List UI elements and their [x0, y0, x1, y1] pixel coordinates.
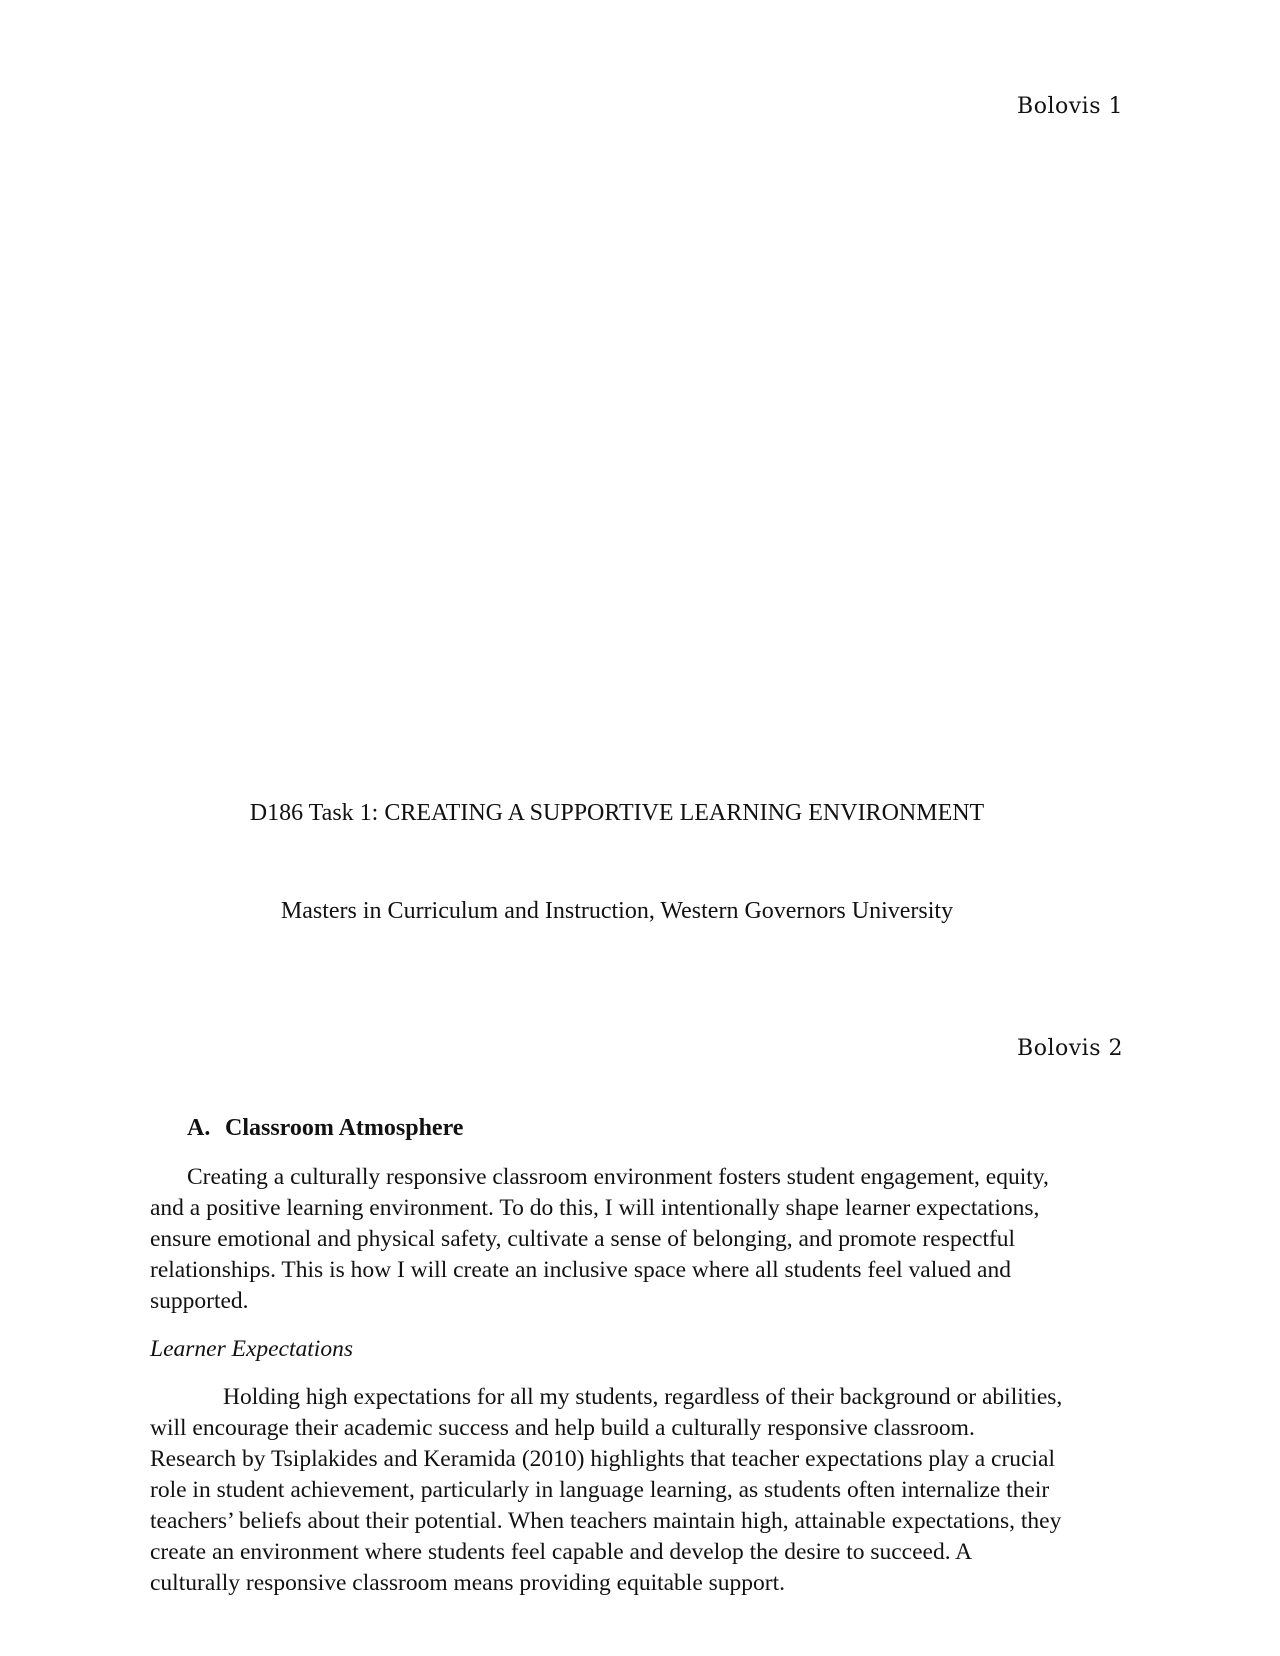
- paragraph-line: teachers’ beliefs about their potential. When teachers maintain high, attainable expectations, they: [150, 1508, 1062, 1534]
- document-subtitle: Masters in Curriculum and Instruction, Western Governors University: [280, 898, 954, 924]
- paragraph-line: Holding high expectations for all my students, regardless of their background or abilities,: [223, 1384, 1063, 1410]
- page-header-1: Bolovis 1: [1017, 94, 1123, 119]
- subheading-learner-expectations: Learner Expectations: [150, 1336, 353, 1362]
- paragraph-line: supported.: [150, 1288, 249, 1314]
- paragraph-line: Research by Tsiplakides and Keramida (2010) highlights that teacher expectations play a crucial: [150, 1446, 1055, 1472]
- paragraph-line: create an environment where students feel capable and develop the desire to succeed. A: [150, 1539, 973, 1565]
- paragraph-classroom-atmosphere: [150, 1162, 1130, 1317]
- paragraph-line: role in student achievement, particularly in language learning, as students often internalize their: [150, 1477, 1050, 1503]
- section-title: Classroom Atmosphere: [225, 1115, 464, 1141]
- document-title: D186 Task 1: CREATING A SUPPORTIVE LEARNING ENVIRONMENT: [249, 800, 985, 826]
- section-heading: [187, 1115, 463, 1142]
- page-header-2: Bolovis 2: [1017, 1036, 1123, 1061]
- paragraph-learner-expectations: [150, 1382, 1130, 1599]
- paragraph-line: relationships. This is how I will create an inclusive space where all students feel valued and: [150, 1257, 1011, 1283]
- paragraph-line: culturally responsive classroom means providing equitable support.: [150, 1570, 786, 1596]
- paragraph-line: will encourage their academic success and help build a culturally responsive classroom.: [150, 1415, 975, 1441]
- paragraph-line: ensure emotional and physical safety, cultivate a sense of belonging, and promote respectful: [150, 1226, 1016, 1252]
- section-letter: A.: [187, 1115, 211, 1141]
- paragraph-line: Creating a culturally responsive classroom environment fosters student engagement, equity,: [187, 1164, 1049, 1190]
- paragraph-line: and a positive learning environment. To do this, I will intentionally shape learner expectations,: [150, 1195, 1040, 1221]
